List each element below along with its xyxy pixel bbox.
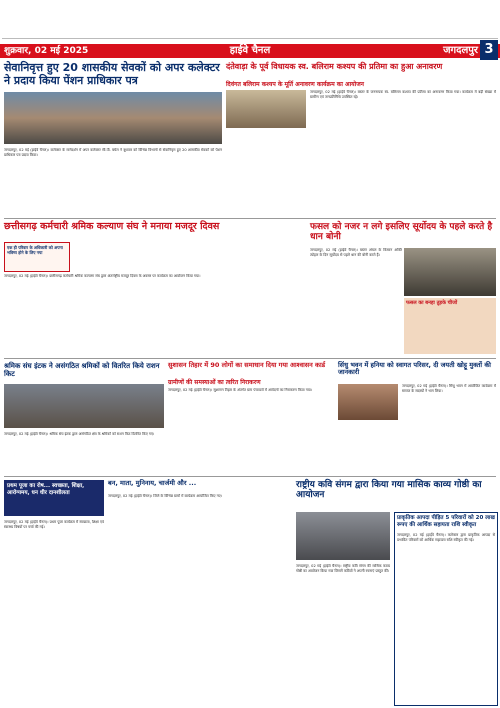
divider bbox=[4, 218, 496, 219]
story6-headline: सुशासन तिहार में 90 लोगों का समाधान दिया गया आश्वासन कार्ड bbox=[168, 361, 326, 369]
issue-date: शुक्रवार, 02 मई 2025 bbox=[4, 46, 89, 56]
story3-callout bbox=[4, 242, 70, 272]
story3-headline: छत्तीसगढ़ कर्मचारी श्रमिक कल्याण संघ ने मनाया मजदूर दिवस bbox=[4, 221, 220, 232]
story9-subheadline: बन, माता, मुनिनाय, चार्जमी और ... bbox=[108, 479, 197, 487]
story4-headline: फसल को नजर न लगे इसलिए सूर्योदय के पहले करते है धान बोनी bbox=[310, 222, 493, 243]
story4-body: जगदलपुर, 02 मई (हाईवे चैनल)। बस्तर अंचल के किसान अक्ति त्योहार के दिन सूर्योदय से पहले धान की बोनी करते हैं। bbox=[310, 248, 402, 258]
story7-body: जगदलपुर, 02 मई (हाईवे चैनल)। सिंधु भवन में आयोजित कार्यक्रम में समाज के सदस्यों ने भाग लिया। bbox=[402, 384, 496, 394]
inset-box bbox=[404, 298, 496, 354]
story1-body: जगदलपुर, 02 मई (हाईवे चैनल)। कलेक्टर के मार्गदर्शन में अपर कलेक्टर सी.पी. बघेल ने बुधवार को विभिन्न विभागों से सेवानिवृत्त हुए 20 शासकीय सेवकों को पेंशन प्राधिकार पत्र प्रदाय किया। bbox=[4, 148, 222, 158]
divider bbox=[4, 358, 496, 359]
page-number: 3 bbox=[480, 40, 498, 60]
story6-body: जगदलपुर, 02 मई (हाईवे चैनल)। सुशासन तिहार के अंतर्गत ग्राम पंचायतों में आवेदनों का निराकरण किया गया। bbox=[168, 388, 313, 392]
story11-box bbox=[394, 512, 498, 706]
divider bbox=[4, 476, 496, 477]
story2-photo bbox=[226, 90, 306, 128]
story2-body: जगदलपुर, 02 मई (हाईवे चैनल)। बस्तर के जननायक स्व. बलिराम कश्यप की प्रतिमा का अनावरण किया गया। कार्यक्रम में बड़ी संख्या में ग्रामीण एवं जनप्रतिनिधि उपस्थित रहे। bbox=[310, 90, 496, 100]
story8-body: जगदलपुर, 02 मई (हाईवे चैनल)। प्रथम पूजा कार्यक्रम में स्वच्छता, शिक्षा एवं स्वास्थ्य विषयों पर चर्चा की गई। bbox=[4, 520, 104, 530]
story8-header-box bbox=[4, 480, 104, 516]
story5-body: जगदलपुर, 02 मई (हाईवे चैनल)। श्रमिक संघ इंटक द्वारा असंगठित क्षेत्र के श्रमिकों को राशन किट वितरित किए गए। bbox=[4, 432, 155, 436]
story2-subhead: दिवंगत बलिराम कश्यप के मूर्ति अनावरण कार्यक्रम का आयोजन bbox=[226, 81, 364, 88]
story10-headline: राष्ट्रीय कवि संगम द्वारा किया गया मासिक काव्य गोष्ठी का आयोजन bbox=[296, 480, 482, 501]
story2-headline: दंतेवाड़ा के पूर्व विधायक स्व. बलिराम कश्यप की प्रतिमा का हुआ अनावरण bbox=[226, 62, 443, 71]
inset-title: फसल का बनहा तुड़के चीजों bbox=[406, 300, 458, 306]
story1-photo bbox=[4, 92, 222, 144]
callout-text: एक ही परिवार के अधिकारी को अपना भविष्य होने के लिए नया bbox=[7, 245, 63, 255]
story1-headline: सेवानिवृत्त हुए 20 शासकीय सेवकों को अपर कलेक्टर ने प्रदाय किया पेंशन प्राधिकार पत्र bbox=[4, 61, 220, 87]
story6-subhead: ग्रामीणों की समस्याओं का त्वरित निराकरण bbox=[168, 379, 261, 386]
story11-body: जगदलपुर, 02 मई (हाईवे चैनल)। कलेक्टर द्वारा प्राकृतिक आपदा से प्रभावित परिवारों को आर्थिक सहायता राशि स्वीकृत की गई। bbox=[397, 532, 495, 543]
city-name: जगदलपुर bbox=[443, 45, 478, 56]
newspaper-title: हाईवे चैनल bbox=[229, 45, 271, 56]
story7-headline: सिंधु भवन में हनिया को स्वागत परिसर, दी जयती खोट्टू मुक्तों की जानकारी bbox=[338, 361, 491, 377]
story5-photo bbox=[4, 384, 164, 428]
story7-photo bbox=[338, 384, 398, 420]
story11-headline: प्राकृतिक आपदा पीड़ित 5 परिवारों को 20 लाख रूपए की आर्थिक सहायता राशि स्वीकृत bbox=[397, 515, 495, 528]
story4-photo bbox=[404, 248, 496, 296]
story5-headline: श्रमिक संघ इंटक ने असंगठित श्रमिकों को वितरित किये राशन किट bbox=[4, 362, 160, 379]
story8-headline: प्रथम पूजा का रोष... स्वच्छता, शिक्षा, आरोग्यमय, धन धीर दानशीलता bbox=[7, 483, 85, 497]
story10-photo bbox=[296, 512, 390, 560]
masthead-rule bbox=[2, 8, 498, 39]
story9-body: जगदलपुर, 02 मई (हाईवे चैनल)। जिले के विभिन्न ग्रामों में कार्यक्रम आयोजित किए गए। bbox=[108, 494, 222, 498]
story10-body: जगदलपुर, 02 मई (हाईवे चैनल)। राष्ट्रीय कवि संगम की मासिक काव्य गोष्ठी का आयोजन किया गया जिसमें कवियों ने अपनी रचनाएं प्रस्तुत कीं। bbox=[296, 564, 390, 574]
story3-body: जगदलपुर, 02 मई (हाईवे चैनल)। छत्तीसगढ़ कर्मचारी श्रमिक कल्याण संघ द्वारा अंतर्राष्ट्रीय मजदूर दिवस के अवसर पर कार्यक्रम का आयोजन किया गया। bbox=[4, 274, 201, 278]
